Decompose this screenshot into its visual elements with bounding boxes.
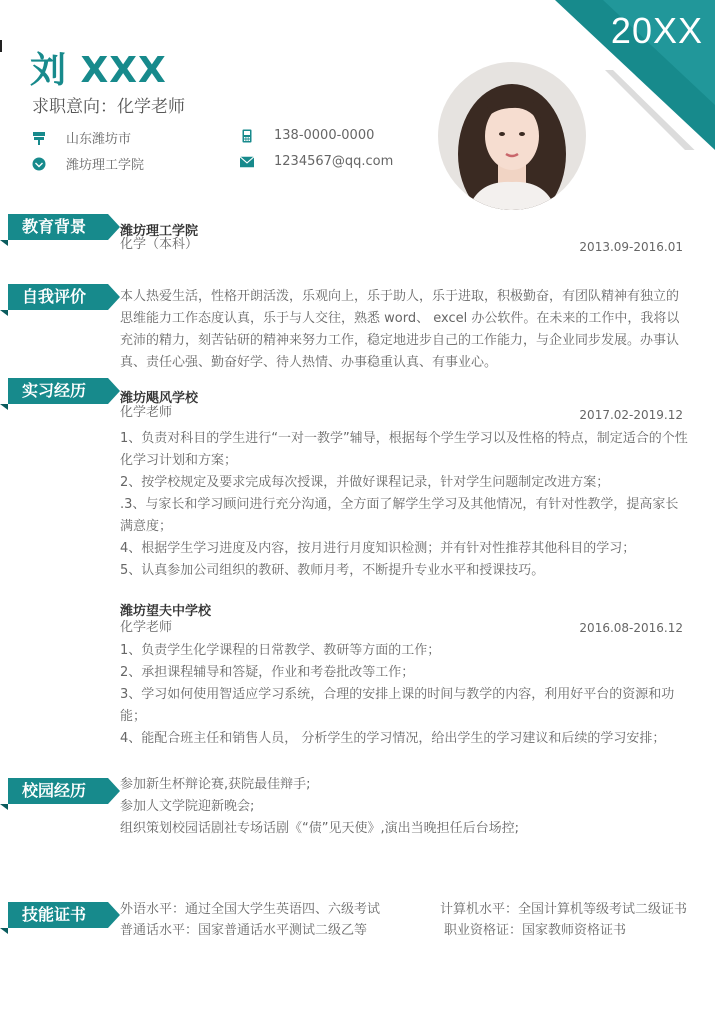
education-major: 化学（本科） xyxy=(120,237,199,252)
skill-item: 普通话水平：国家普通话水平测试二级乙等 xyxy=(120,923,368,938)
campus-line: 参加人文学院迎新晚会; xyxy=(120,799,255,814)
duty-line: 4、根据学生学习进度及内容，按月进行月度知识检测；并有针对性推荐其他科目的学习； xyxy=(120,541,636,556)
phone-text: 138-0000-0000 xyxy=(274,128,375,143)
phone-icon xyxy=(240,129,254,143)
job-org: 潍坊飓风学校 xyxy=(120,391,199,406)
contact-phone xyxy=(240,128,374,143)
section-self-eval-title: 自我评价 xyxy=(8,284,108,310)
contact-email xyxy=(240,154,393,169)
campus-line: 参加新生杯辩论赛,获院最佳辩手; xyxy=(120,777,311,792)
section-internship-title: 实习经历 xyxy=(8,378,108,404)
job-role: 化学老师 xyxy=(120,405,173,420)
job-date: 2017.02-2019.12 xyxy=(579,408,683,422)
contact-location xyxy=(32,128,131,147)
candidate-name: 刘 XXX xyxy=(30,50,167,91)
left-margin-mark xyxy=(0,40,2,52)
education-school: 潍坊理工学院 xyxy=(120,224,199,239)
education-date: 2013.09-2016.01 xyxy=(579,240,683,254)
job-intent: 求职意向：化学老师 xyxy=(32,97,185,117)
school-badge-icon xyxy=(32,157,46,171)
job-duties xyxy=(120,640,690,750)
contact-school xyxy=(32,154,144,173)
skill-item: 职业资格证：国家教师资格证书 xyxy=(444,923,627,938)
section-education-title: 教育背景 xyxy=(8,214,108,240)
job-role: 化学老师 xyxy=(120,620,173,635)
section-campus-title: 校园经历 xyxy=(8,778,108,804)
duty-line: 1、负责学生化学课程的日常教学、教研等方面的工作； xyxy=(120,643,441,658)
duty-line: 2、按学校规定及要求完成每次授课，并做好课程记录，针对学生问题制定改进方案； xyxy=(120,475,610,490)
campus-line: 组织策划校园话剧社专场话剧《“债”见天使》,演出当晚担任后台场控; xyxy=(120,821,519,836)
duty-line: .3、与家长和学习顾问进行充分沟通，全方面了解学生学习及其他情况，有针对性教学，提高家长满意度； xyxy=(120,497,679,534)
school-text: 潍坊理工学院 xyxy=(66,158,145,173)
duty-line: 3、学习如何使用智适应学习系统，合理的安排上课的时间与教学的内容，利用好平台的资源和功能； xyxy=(120,687,675,724)
campus-list xyxy=(120,774,690,840)
duty-line: 4、能配合班主任和销售人员， 分析学生的学习情况，给出学生的学习建议和后续的学习安排； xyxy=(120,731,666,746)
email-text: 1234567@qq.com xyxy=(274,154,394,169)
location-text: 山东潍坊市 xyxy=(66,132,132,147)
job-duties xyxy=(120,428,690,582)
section-skills-title: 技能证书 xyxy=(8,902,108,928)
year-badge: 20XX xyxy=(610,10,703,51)
skill-item: 外语水平：通过全国大学生英语四、六级考试 xyxy=(120,902,381,917)
duty-line: 5、认真参加公司组织的教研、教师月考，不断提升专业水平和授课技巧。 xyxy=(120,563,545,578)
job-org: 潍坊望夫中学校 xyxy=(120,604,212,619)
skill-item: 计算机水平：全国计算机等级考试二级证书 xyxy=(440,902,688,917)
profile-photo xyxy=(438,62,586,210)
signpost-icon xyxy=(32,131,46,145)
job-date: 2016.08-2016.12 xyxy=(579,621,683,635)
duty-line: 2、承担课程辅导和答疑，作业和考卷批改等工作； xyxy=(120,665,415,680)
mail-icon xyxy=(240,155,254,169)
duty-line: 1、负责对科目的学生进行“一对一教学”辅导，根据每个学生学习以及性格的特点，制定适合的个性化学习计划和方案； xyxy=(120,431,688,468)
self-eval-text: 本人热爱生活，性格开朗活泼，乐观向上，乐于助人，乐于进取，积极勤奋，有团队精神有独立的思维能力工作态度认真，乐于与人交往，熟悉 word、 excel 办公软件。在未来的工作中，我将以充沛的精力，刻苦钻研的精神来努力工作，稳定地进步自己的工作能力，与企业同步发展。办事认真、责任心强、勤奋好学、待人热情、办事稳重认真、有事业心。 xyxy=(120,289,680,370)
